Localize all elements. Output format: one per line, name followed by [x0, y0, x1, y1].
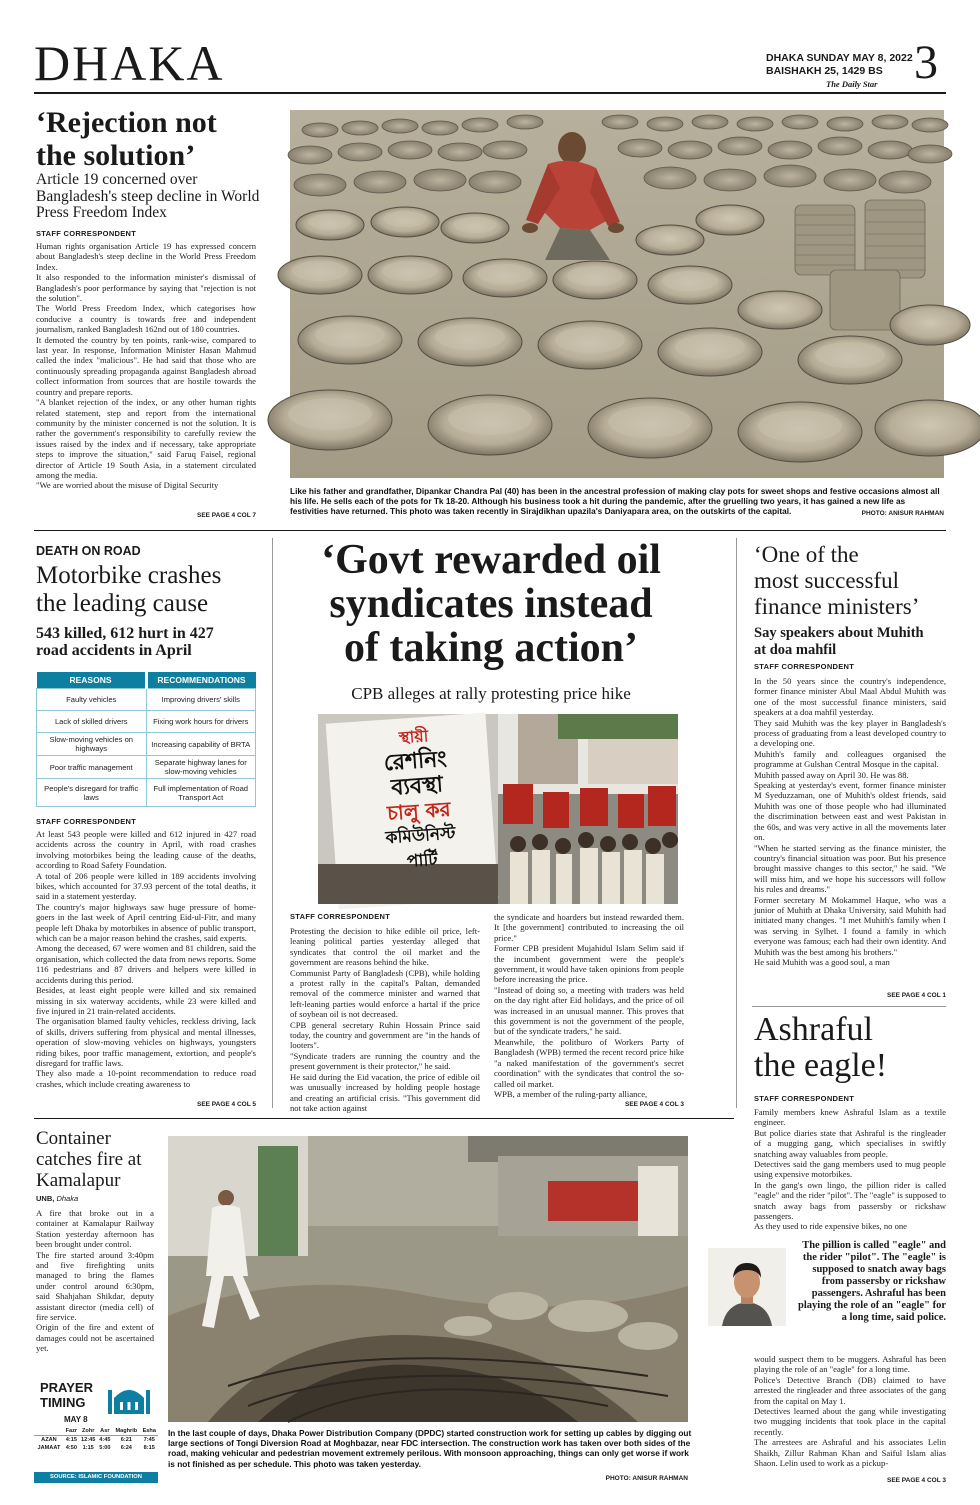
rejection-body: Human rights organisation Article 19 has expressed concern about Bangladesh's steep decline in the World Press Freedom Index. It also responded to the information minister's dismissal of Bangladesh's poor performance by saying that "rejection is not the solution". The World Press Freedom Index, which categorises how conducive a country is towards free and independent journalism, ranked Bangladesh 162nd out of 180 countries. It demoted the country by ten points, rank-wise, compared to last year. In response, Information Minister Hasan Mahmud called the index "malicious". He had said that those who are continuously spreading propaganda against Bangladesh abroad collect information from sources that are hostile towards the country and prepare reports. "A blanket rejection of the index, or any other human rights related statement, step and report from the international community by the minister concerned is not the solution. It is rather the government's responsibility to carefully review the issues raised by the index and if necessary, take appropriate steps to improve the situation," said Faruq Faisel, regional director of Article 19 South Asia, in a statement circulated among the media. "We are worried about the misuse of Digital Security — [36, 241, 256, 491]
fire-headline-line1: Container — [36, 1128, 111, 1149]
road-headline — [36, 562, 266, 618]
recommendation-cell: Improving drivers' skills — [146, 689, 256, 711]
prayer-time: 4:45 — [99, 1437, 111, 1443]
rejection-subhead: Article 19 concerned over Bangladesh's steep decline in World Press Freedom Index — [36, 171, 260, 221]
prayer-title-2: TIMING — [40, 1395, 86, 1410]
prayer-time: 1:15 — [82, 1445, 94, 1451]
rejection-headline-line1: ‘Rejection not — [36, 106, 217, 139]
rejection-headline-line2: the solution’ — [36, 139, 196, 172]
banner-line: কমিউনিস্ট — [385, 823, 457, 849]
reason-cell: Faulty vehicles — [37, 689, 147, 711]
eagle-pullquote: The pillion is called "eagle" and the rider "pilot". The "eagle" is supposed to snatch away bags from passersby or rickshaw passengers. Ashraful has been playing the role of an "eagle" for a long time, said police. — [798, 1240, 946, 1323]
page-number: 3 — [914, 36, 938, 89]
muhith-headline-line1: ‘One of the — [754, 542, 859, 567]
prayer-table-wrap — [34, 1427, 158, 1452]
banner-line: স্থায়ী — [398, 726, 429, 748]
recommendation-cell: Fixing work hours for drivers — [146, 711, 256, 733]
ashraful-photo — [708, 1248, 786, 1326]
oil-headline-line1: ‘Govt rewarded oil — [321, 537, 661, 583]
muhith-subhead: Say speakers about Muhith at doa mahfil — [754, 625, 924, 658]
fire-byline-place: Dhaka — [56, 1194, 79, 1203]
muhith-headline-line2: most successful — [754, 568, 900, 593]
recommendation-cell: Full implementation of Road Transport Act — [146, 779, 256, 807]
prayer-time: 7:45 — [143, 1437, 155, 1443]
prayer-date: MAY 8 — [64, 1415, 88, 1424]
bangla-date: BAISHAKH 25, 1429 BS — [766, 65, 883, 77]
prayer-time: 4:50 — [65, 1445, 77, 1451]
cpb-rally-photo — [318, 714, 678, 904]
muhith-divider — [752, 1006, 946, 1007]
prayer-header: Maghrib — [112, 1427, 140, 1436]
fire-body: A fire that broke out in a container at Kamalapur Railway Station yesterday afternoon has been brought under control. The fire started around 3:40pm and five firefighting units managed to bring the flames under control around 6:30pm, said Shahjahan Shikdar, deputy assistant director (media cell) of fire service. Origin of the fire and extent of damages could not be ascertained yet. — [36, 1208, 154, 1354]
prayer-table — [34, 1427, 158, 1452]
prayer-time: 6:24 — [120, 1445, 132, 1451]
prayer-header: Asr — [98, 1427, 113, 1436]
fire-byline-org: UNB, — [36, 1194, 55, 1203]
banner-text — [343, 719, 493, 878]
column-rule — [272, 538, 273, 1108]
road-headline-line1: Motorbike crashes — [36, 562, 222, 589]
rejection-byline: STAFF CORRESPONDENT — [36, 229, 137, 238]
rejection-headline — [36, 106, 276, 172]
prayer-row-label: AZAN — [41, 1437, 57, 1443]
muhith-headline — [754, 542, 954, 620]
fire-headline-line2: catches fire at — [36, 1149, 142, 1170]
oil-headline-line2: syndicates instead — [329, 581, 653, 627]
rejection-see-page[interactable]: SEE PAGE 4 COL 7 — [196, 512, 256, 519]
recommendation-cell: Increasing capability of BRTA — [146, 733, 256, 756]
paper-logo: The Daily Star — [826, 79, 878, 89]
prayer-header: Fazr — [65, 1428, 78, 1434]
reason-cell: Slow-moving vehicles on highways — [37, 733, 147, 756]
muhith-byline: STAFF CORRESPONDENT — [754, 662, 855, 671]
prayer-time: 4:15 — [65, 1437, 77, 1443]
road-headline-line2: the leading cause — [36, 590, 209, 617]
road-table-reasons-header: REASONS — [37, 672, 147, 689]
prayer-header: Esha — [141, 1427, 158, 1436]
bottom-photo-credit: PHOTO: ANISUR RAHMAN — [605, 1475, 688, 1482]
oil-headline — [286, 538, 696, 670]
prayer-header — [34, 1427, 64, 1436]
prayer-source-name: ISLAMIC FOUNDATION — [78, 1474, 142, 1480]
row-divider — [34, 530, 946, 531]
prayer-time: 12:45 — [81, 1437, 96, 1443]
muhith-headline-line3: finance ministers’ — [754, 594, 920, 619]
road-table — [36, 672, 256, 807]
prayer-header: Zohr — [79, 1427, 98, 1436]
road-body: At least 543 people were killed and 612 injured in 427 road accidents across the country in April, with road crashes involving motorbikes being the leading cause of the deaths, according to Road Safety Foundation. A total of 206 people were killed in 189 accidents involving bikes, which accounted for 37.93 percent of the total deaths, it said in a statement yesterday. The country's major highways saw huge pressure of home-goers in the last week of April centring Eid-ul-Fitr, and many people left Dhaka by motorbikes in absence of public transport, which can be a major reason behind the crashes, said experts. Among the deceased, 67 were women and 81 children, said the organisation, which collected the data from news reports. Some 116 pedestrians and 87 drivers and helpers were killed in accidents during this period. Besides, at least eight people were killed and six remained missing in six waterway accidents, while 23 were killed and five injured in 21 train-related accidents. The organisation blamed faulty vehicles, reckless driving, lack of skills, drivers suffering from physical and mental illnesses, operation of slow-moving vehicles on highways, youngsters riding bikes, poor traffic management, extortion, and people's disregard for traffic laws. They also made a 10-point recommendation to reduce road crashes, which include creating awareness to — [36, 829, 256, 1089]
eagle-body-1: Family members knew Ashraful Islam as a textile engineer. But police diaries state that Ashraful is the ringleader of a mugging gang, which specialises in swiftly snatching away valuables from people. Detectives said the gang members used to mug people using expensive motorbikes. In the gang's own lingo, the pillion rider is called "eagle" and the rider "pilot". The "eagle" is supposed to snatch away bags from passersby or rickshaw passengers. As they used to ride expensive bikes, no one — [754, 1107, 946, 1232]
prayer-box — [34, 1378, 158, 1484]
reason-cell: People's disregard for traffic laws — [37, 779, 147, 807]
prayer-source-label: SOURCE: — [49, 1474, 77, 1480]
banner-line: ব্যবস্থা — [390, 772, 444, 801]
prayer-time: 8:15 — [143, 1445, 155, 1451]
oil-headline-line3: of taking action’ — [344, 625, 638, 671]
fire-headline-line3: Kamalapur — [36, 1170, 121, 1191]
road-see-page[interactable]: SEE PAGE 4 COL 5 — [196, 1101, 256, 1108]
dateline: DHAKA SUNDAY MAY 8, 2022 — [766, 52, 913, 64]
road-digging-photo — [168, 1136, 688, 1422]
eagle-headline-line2: the eagle! — [754, 1047, 888, 1084]
prayer-source — [34, 1472, 158, 1483]
road-table-recs-header: RECOMMENDATIONS — [146, 672, 256, 689]
banner-line: পার্টি — [406, 849, 439, 872]
column-rule — [736, 538, 737, 1108]
muhith-see-page[interactable]: SEE PAGE 4 COL 1 — [886, 992, 946, 999]
road-subhead: 543 killed, 612 hurt in 427 road accidents in April — [36, 625, 214, 659]
masthead-rule — [34, 92, 946, 94]
eagle-body-2: would suspect them to be muggers. Ashraful has been playing the role of an "eagle" for a long time. Police's Detective Branch (DB) claimed to have arrested the ringleader and three associates of the gang from the capital on May 1. Detectives learned about the gang while investigating two mugging incidents that took place in the capital recently. The arrestees are Ashraful and his associates Lelin Shaikh, Zillur Rahman Khan and Saiful Islam alias Shaon. Lelin used to work as a pickup- — [754, 1354, 946, 1469]
reason-cell: Lack of skilled drivers — [37, 711, 147, 733]
eagle-see-page[interactable]: SEE PAGE 4 COL 3 — [886, 1477, 946, 1484]
mosque-icon — [104, 1380, 154, 1414]
top-photo-caption: Like his father and grandfather, Dipankar Chandra Pal (40) has been in the ancestral profession of making clay pots for sweet shops and festive occasions almost all his life. He sells each of the pots for Tk 18-20. Although his business took a hit during the pandemic, after the gruelling two years, it has gained a new life as festivities have returned. This photo was taken recently in Sirajdikhan upazila's Daniyapara area, on the outskirts of the capital. — [290, 486, 940, 517]
banner-line: রেশনিং — [383, 746, 448, 777]
banner-line: চালু কর — [386, 796, 452, 826]
prayer-title-1: PRAYER — [40, 1380, 93, 1395]
road-digging-illustration — [168, 1136, 688, 1422]
clay-pots-photo — [290, 110, 944, 478]
prayer-row-label: JAMAAT — [37, 1445, 61, 1451]
bottom-photo-caption: In the last couple of days, Dhaka Power Distribution Company (DPDC) started construction work for setting up cables by digging out large sections of Tongi Diversion Road at Moghbazar, near FDC intersection. The construction work has taken over both sides of the road, making vehicular and pedestrian movement extremely perilous. With monsoon approaching, things can only get worse if work is not finished as per schedule. This photo was taken yesterday. — [168, 1428, 692, 1469]
oil-subhead: CPB alleges at rally protesting price hike — [351, 684, 631, 703]
fire-headline — [36, 1128, 156, 1191]
clay-pots-illustration — [290, 110, 944, 478]
eagle-headline-line1: Ashraful — [754, 1011, 873, 1048]
recommendation-cell: Separate highway lanes for slow-moving vehicles — [146, 756, 256, 779]
prayer-time: 6:21 — [120, 1437, 132, 1443]
muhith-body: In the 50 years since the country's independence, former finance minister Abul Maal Abdul Muhith was one of the most successful finance ministers, said speakers at a doa mahfil yesterday. They said Muhith was the key player in Bangladesh's process of graduating from a least developed country to a developing one. Muhith's family and colleagues organised the programme at Gulshan Central Mosque in the capital. Muhith passed away on April 30. He was 88. Speaking at yesterday's event, former finance minister M Syeduzzaman, one of Muhith's oldest friends, said Muhith was one of those people who had illuminated the discrimination between east and west Pakistan in the 60s, and was very active in all the movements later on. "When he started serving as the finance minister, the country's financial situation was poor. But his presence brought massive changes to this sector," he said. "We will miss him, and we hope his successors will follow his rules and dreams." Former secretary M Mokammel Haque, who was a junior of Muhith at Dhaka University, said Muhith had initiated many changes. "I met Muhith's family when I was serving in Sylhet. I found a family in which everyone was famous; each had their own identity. And Muhith was the best among his brothers." He said Muhith was a good soul, a man — [754, 676, 946, 967]
eagle-byline: STAFF CORRESPONDENT — [754, 1094, 855, 1103]
reason-cell: Poor traffic management — [37, 756, 147, 779]
road-kicker: DEATH ON ROAD — [36, 544, 141, 558]
ashraful-portrait — [708, 1248, 786, 1326]
prayer-time: 5:00 — [99, 1445, 111, 1451]
section-title: DHAKA — [34, 35, 225, 91]
oil-body-col1: Protesting the decision to hike edible oil price, left-leaning political parties yesterday alleged that syndicates that control the oil market and the government are reasons behind the hike. Communist Party of Bangladesh (CPB), while holding a protest rally in the capital's Paltan, demanded removal of the commerce minister and warned that left-leaning parties would enforce a hartal if the price of soybean oil is not decreased. CPB general secretary Ruhin Hossain Prince said today, the country and government are "in the hands of looters". "Syndicate traders are running the country and the present government is their protector," he said. He said during the Eid vacation, the price of edible oil was unusually increased by holding people hostage and creating an artificial crisis. "This government did not take action against — [290, 926, 480, 1113]
oil-body-col2: the syndicate and hoarders but instead rewarded them. It [the government] contributed to increasing the oil price." Former CPB president Mujahidul Islam Selim said if the incumbent government were the people's government, it would have taken opinions from people before increasing the price. "Instead of doing so, a meeting with traders was held on the day right after Eid holidays, and the price of oil was increased in an unusual manner. This proves that this government is not the government of the people, but of the syndicate traders," he said. Meanwhile, the politburo of Workers Party of Bangladesh (WPB) termed the recent record price hike "a naked manifestation of the government's secret coordination" with the syndicates that control the so-called oil market. WPB, a member of the ruling-party alliance, — [494, 912, 684, 1099]
row-divider — [34, 1118, 734, 1119]
eagle-headline — [754, 1012, 954, 1084]
oil-see-page[interactable]: SEE PAGE 4 COL 3 — [624, 1101, 684, 1108]
fire-byline — [36, 1194, 78, 1203]
top-photo-credit: PHOTO: ANISUR RAHMAN — [861, 510, 944, 517]
road-byline: STAFF CORRESPONDENT — [36, 817, 137, 826]
oil-byline: STAFF CORRESPONDENT — [290, 912, 391, 921]
